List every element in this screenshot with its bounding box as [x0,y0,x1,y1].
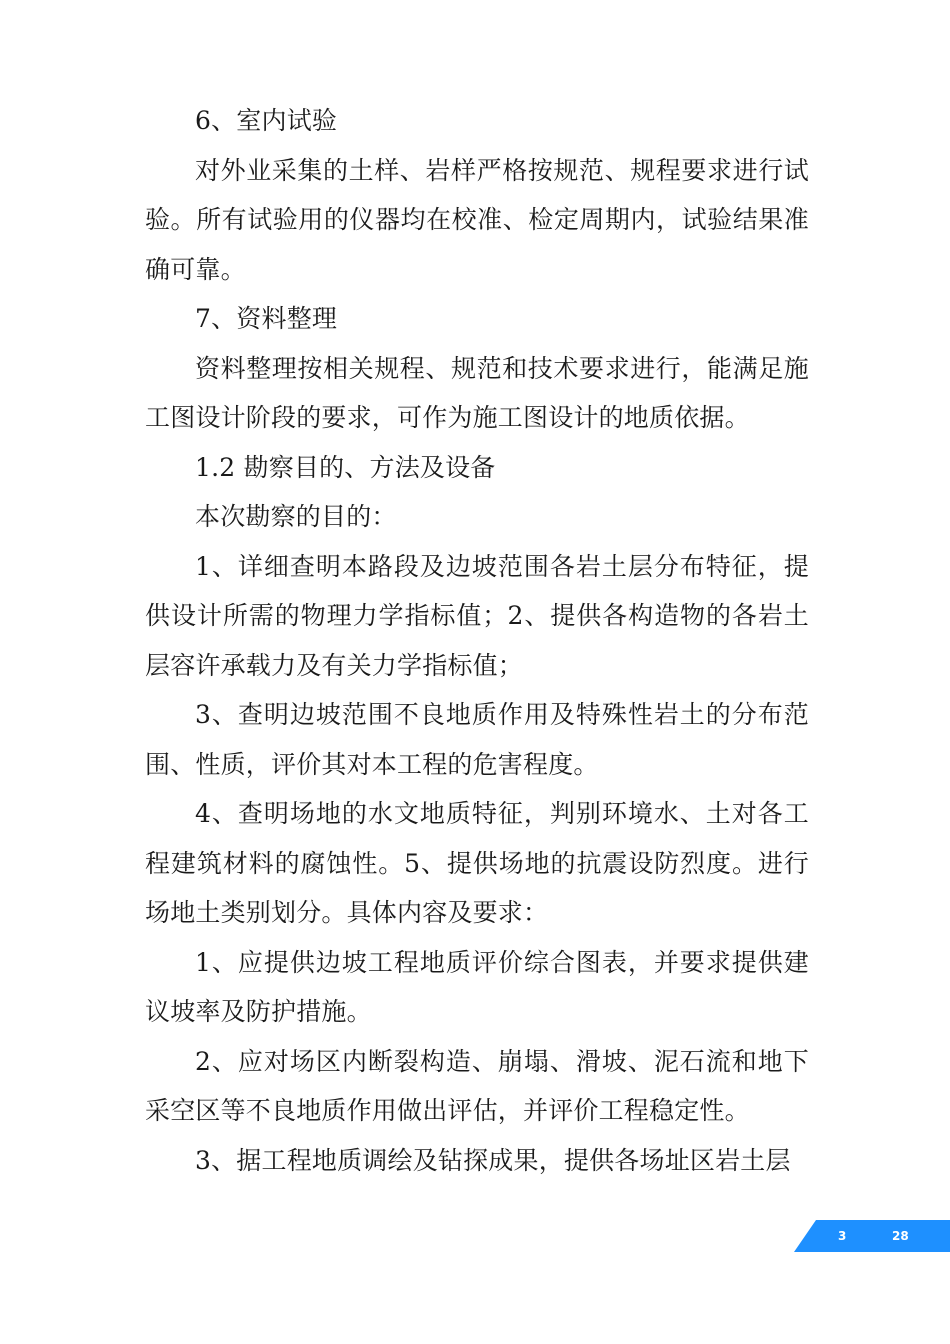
section-heading-1-2: 1.2 勘察目的、方法及设备 [195,452,496,482]
current-page-number: 3 [838,1229,847,1243]
paragraph: 4、查明场地的水文地质特征，判别环境水、土对各工程建筑材料的腐蚀性。5、提供场地的抗震设防烈度。进行场地土类别划分。具体内容及要求： [145,799,809,927]
paragraph-heading-6: 6、室内试验 [195,106,338,135]
page-badge-shape [794,1220,950,1252]
paragraph: 1、应提供边坡工程地质评价综合图表，并要求提供建议坡率及防护措施。 [145,947,809,1026]
page-number-badge [794,1220,950,1252]
paragraph: 3、查明边坡范围不良地质作用及特殊性岩土的分布范围、性质，评价其对本工程的危害程度。 [145,700,809,779]
paragraph-heading-7: 7、资料整理 [195,304,338,333]
paragraph: 本次勘察的目的： [195,502,397,531]
total-pages-number: 28 [892,1229,909,1243]
paragraph: 2、应对场区内断裂构造、崩塌、滑坡、泥石流和地下采空区等不良地质作用做出评估，并评价工程稳定性。 [145,1046,809,1125]
paragraph: 对外业采集的土样、岩样严格按规范、规程要求进行试验。所有试验用的仪器均在校准、检定周期内，试验结果准确可靠。 [145,155,809,284]
document-body [145,96,809,1185]
paragraph: 3、据工程地质调绘及钻探成果，提供各场址区岩土层 [195,1145,791,1175]
paragraph: 1、详细查明本路段及边坡范围各岩土层分布特征，提供设计所需的物理力学指标值；2、提供各构造物的各岩土层容许承载力及有关力学指标值； [145,551,809,680]
paragraph: 资料整理按相关规程、规范和技术要求进行，能满足施工图设计阶段的要求，可作为施工图设计的地质依据。 [145,353,809,432]
